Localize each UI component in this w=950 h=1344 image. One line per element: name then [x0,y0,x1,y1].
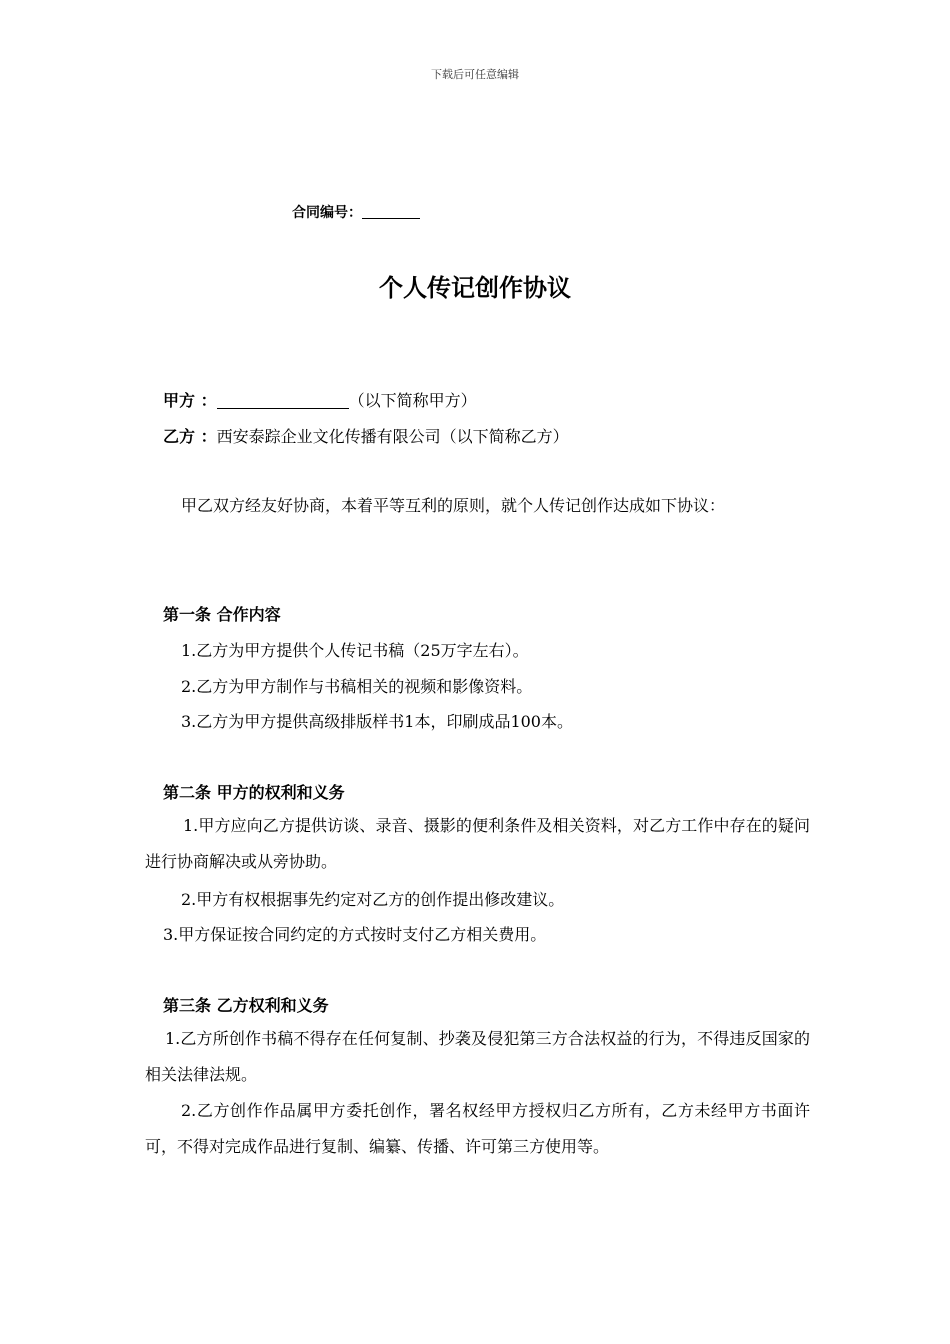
article1-item: 3.乙方为甲方提供高级排版样书1本，印刷成品100本。 [181,712,573,731]
article2-item: 2.甲方有权根据事先约定对乙方的创作提出修改建议。 [181,890,565,909]
header-note: 下载后可任意编辑 [431,68,519,81]
article2-heading: 第二条 甲方的权利和义务 [163,783,345,802]
party-a-label: 甲方 ： [163,391,217,410]
party-a-suffix: （以下简称甲方） [348,391,477,410]
party-a [163,388,477,411]
document-title: 个人传记创作协议 [379,274,571,302]
article1-heading: 第一条 合作内容 [163,605,281,624]
article2-item: 3.甲方保证按合同约定的方式按时支付乙方相关费用。 [163,925,547,944]
party-b-value: 西安泰踪企业文化传播有限公司（以下简称乙方） [216,427,569,446]
party-b-label: 乙方 ： [163,427,217,446]
intro-paragraph: 甲乙双方经友好协商，本着平等互利的原则，就个人传记创作达成如下协议： [181,496,726,515]
party-a-blank [217,392,349,409]
party-b [163,424,569,447]
article3-item: 2.乙方创作作品属甲方委托创作，署名权经甲方授权归乙方所有，乙方未经甲方书面许可，不得对完成作品进行复制、编纂、传播、许可第三方使用等。 [145,1101,810,1156]
article3-item: 1.乙方所创作书稿不得存在任何复制、抄袭及侵犯第三方合法权益的行为，不得违反国家的相关法律法规。 [145,1029,810,1084]
contract-number-blank [362,204,420,219]
article2-item: 1.甲方应向乙方提供访谈、录音、摄影的便利条件及相关资料，对乙方工作中存在的疑问进行协商解决或从旁协助。 [145,816,810,871]
article1-item: 2.乙方为甲方制作与书稿相关的视频和影像资料。 [181,677,533,696]
contract-number [292,202,420,222]
article1-item: 1.乙方为甲方提供个人传记书稿（25万字左右）。 [181,641,529,660]
contract-number-label: 合同编号： [292,205,362,221]
article3-heading: 第三条 乙方权利和义务 [163,996,329,1015]
